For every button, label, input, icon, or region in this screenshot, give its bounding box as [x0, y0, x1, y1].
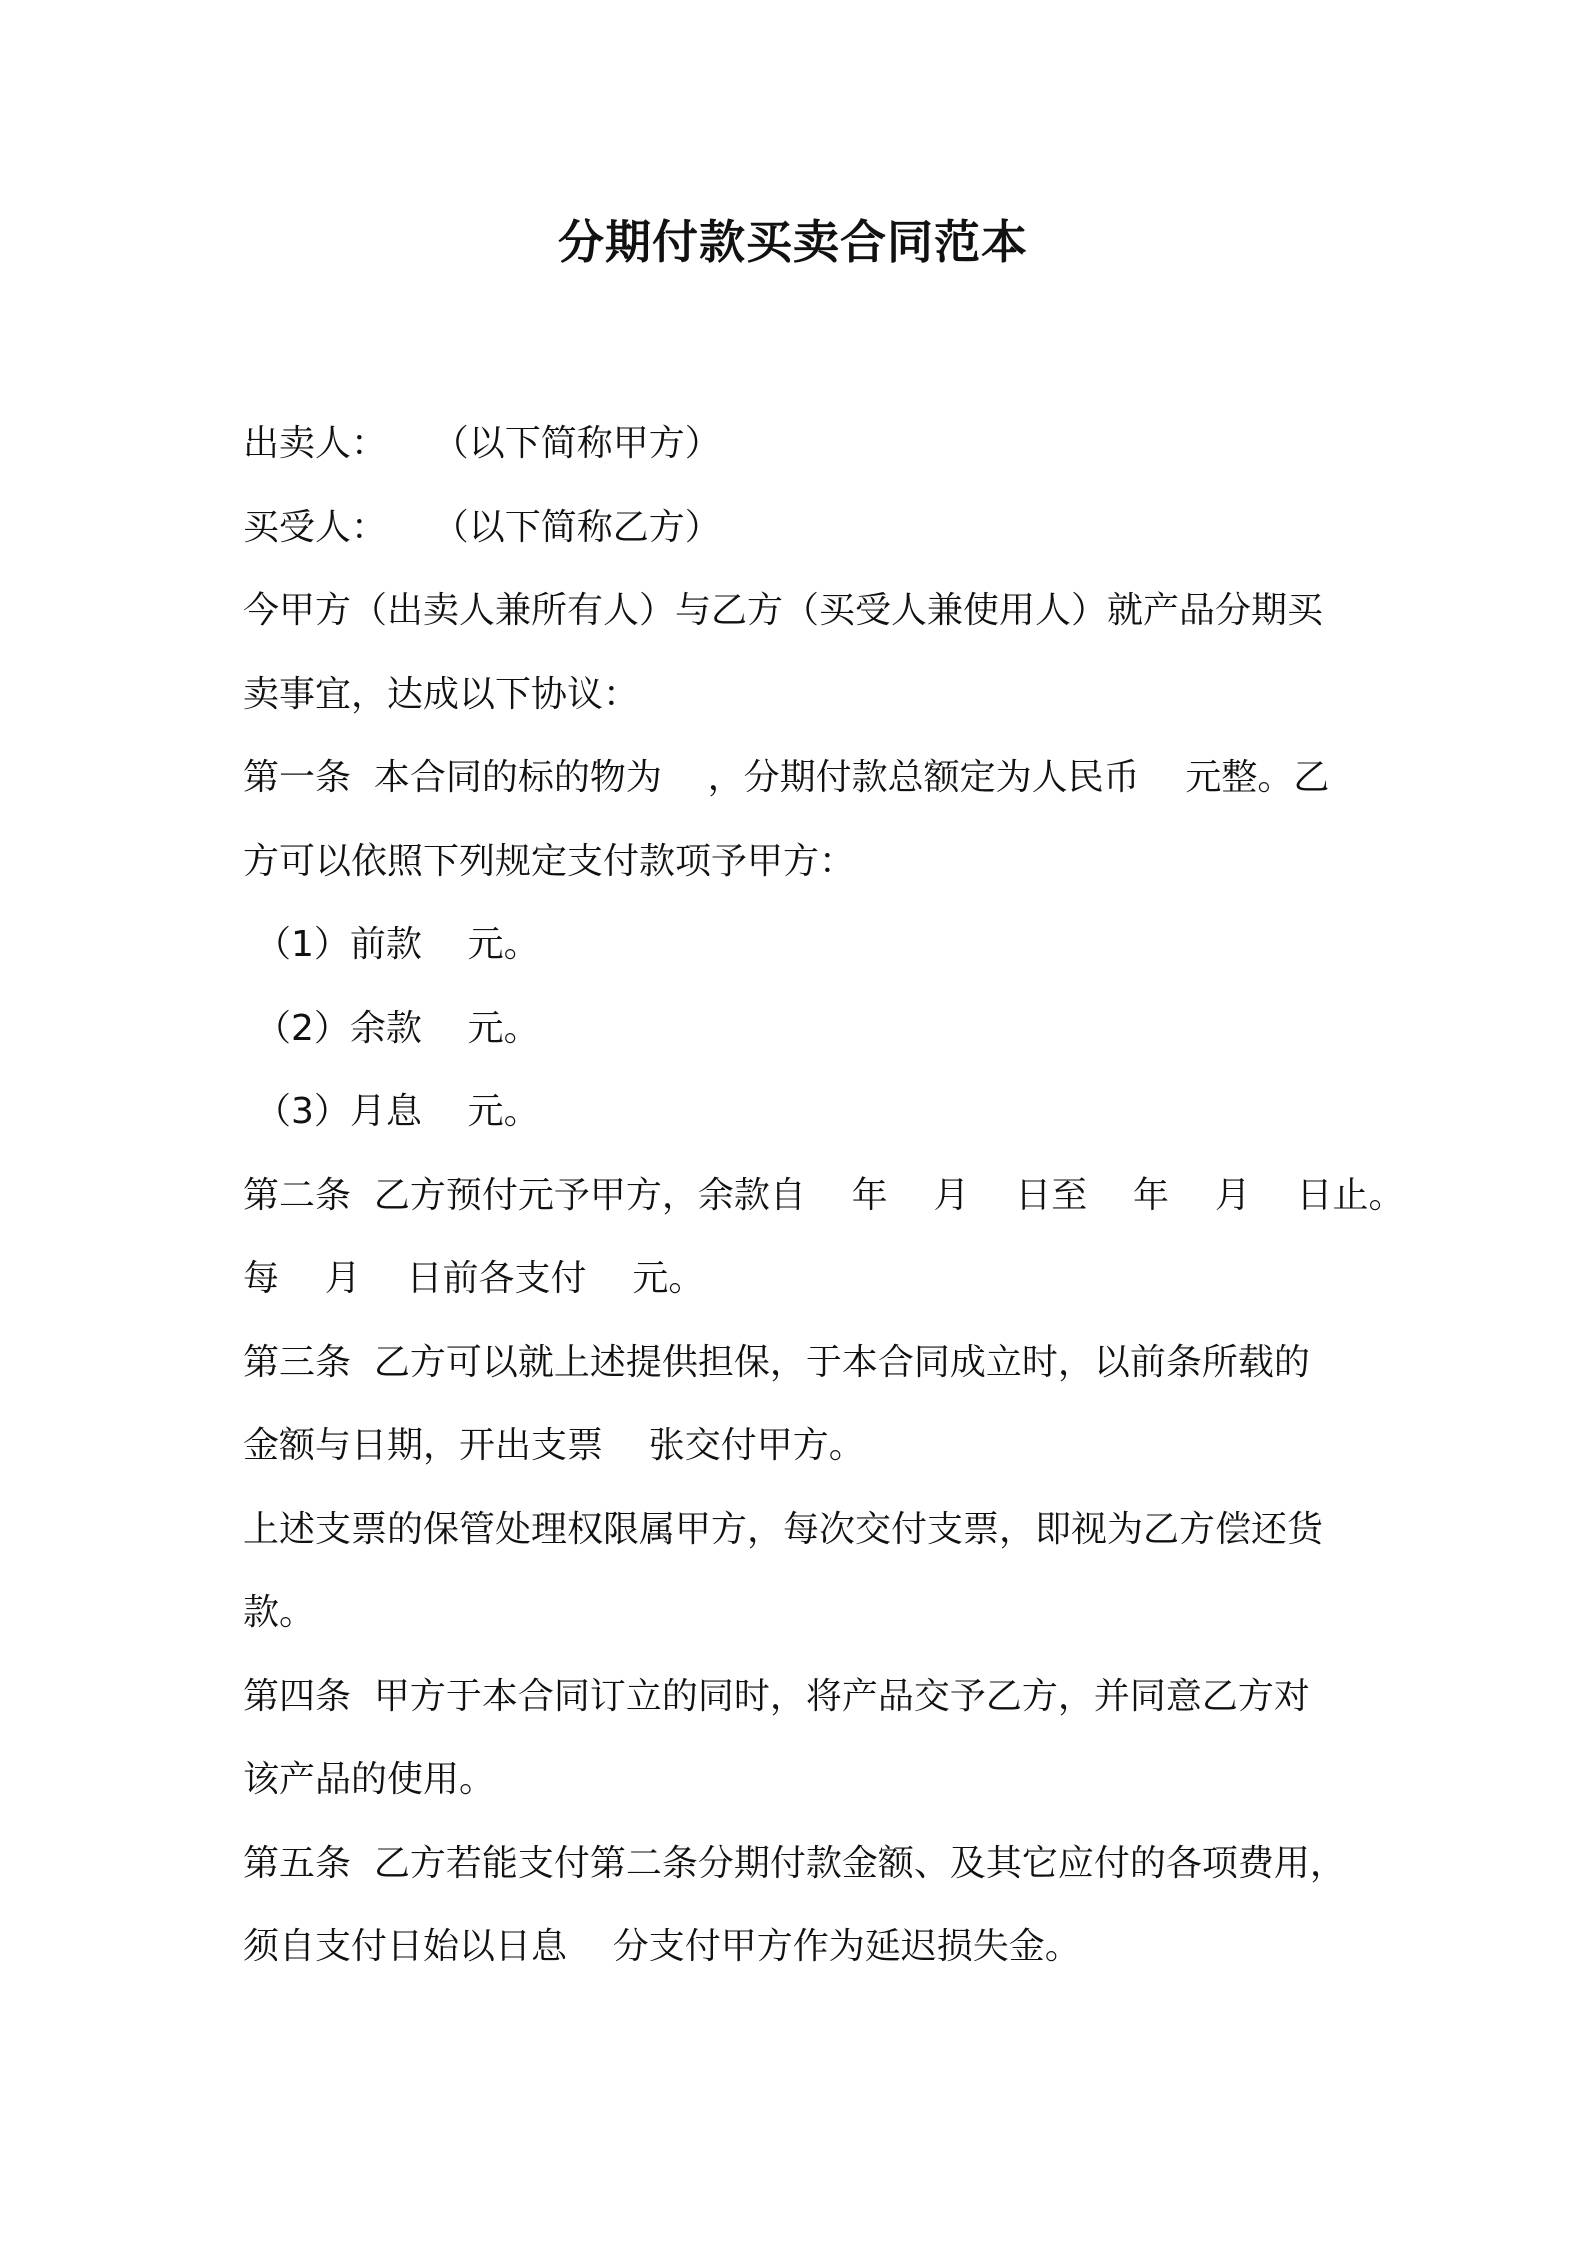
article-2-line-1: 第二条 乙方预付元予甲方，余款自 年 月 日至 年 月 日止。	[243, 1174, 1405, 1216]
preamble-line-1: 今甲方（出卖人兼所有人）与乙方（买受人兼使用人）就产品分期买	[243, 590, 1324, 631]
article-3-line-2: 金额与日期，开出支票 张交付甲方。	[243, 1425, 865, 1466]
article-1-line-2: 方可以依照下列规定支付款项予甲方：	[243, 840, 856, 882]
article-1-item-2: （2）余款 元。	[255, 1007, 540, 1049]
article-1-line-1: 第一条 本合同的标的物为 ，分期付款总额定为人民币 元整。乙	[243, 757, 1330, 798]
article-4-line-2: 该产品的使用。	[243, 1759, 496, 1800]
article-2-line-2: 每 月 日前各支付 元。	[243, 1258, 705, 1299]
cheque-clause-line-2: 款。	[243, 1592, 316, 1633]
seller-line: 出卖人： （以下简称甲方）	[243, 423, 721, 464]
article-4-line-1: 第四条 甲方于本合同订立的同时，将产品交予乙方，并同意乙方对	[243, 1675, 1310, 1717]
preamble-line-2: 卖事宜，达成以下协议：	[243, 673, 640, 715]
cheque-clause-line-1: 上述支票的保管处理权限属甲方，每次交付支票，即视为乙方偿还货	[243, 1508, 1324, 1550]
article-5-line-2: 须自支付日始以日息 分支付甲方作为延迟损失金。	[243, 1926, 1081, 1967]
buyer-line: 买受人： （以下简称乙方）	[243, 506, 721, 548]
document-title: 分期付款买卖合同范本	[558, 215, 1028, 269]
article-1-item-3: （3）月息 元。	[255, 1091, 540, 1132]
article-1-item-1: （1）前款 元。	[255, 924, 540, 965]
contract-body	[243, 402, 1405, 1989]
article-5-line-1: 第五条 乙方若能支付第二条分期付款金额、及其它应付的各项费用，	[243, 1842, 1346, 1884]
article-3-line-1: 第三条 乙方可以就上述提供担保，于本合同成立时，以前条所载的	[243, 1341, 1310, 1383]
